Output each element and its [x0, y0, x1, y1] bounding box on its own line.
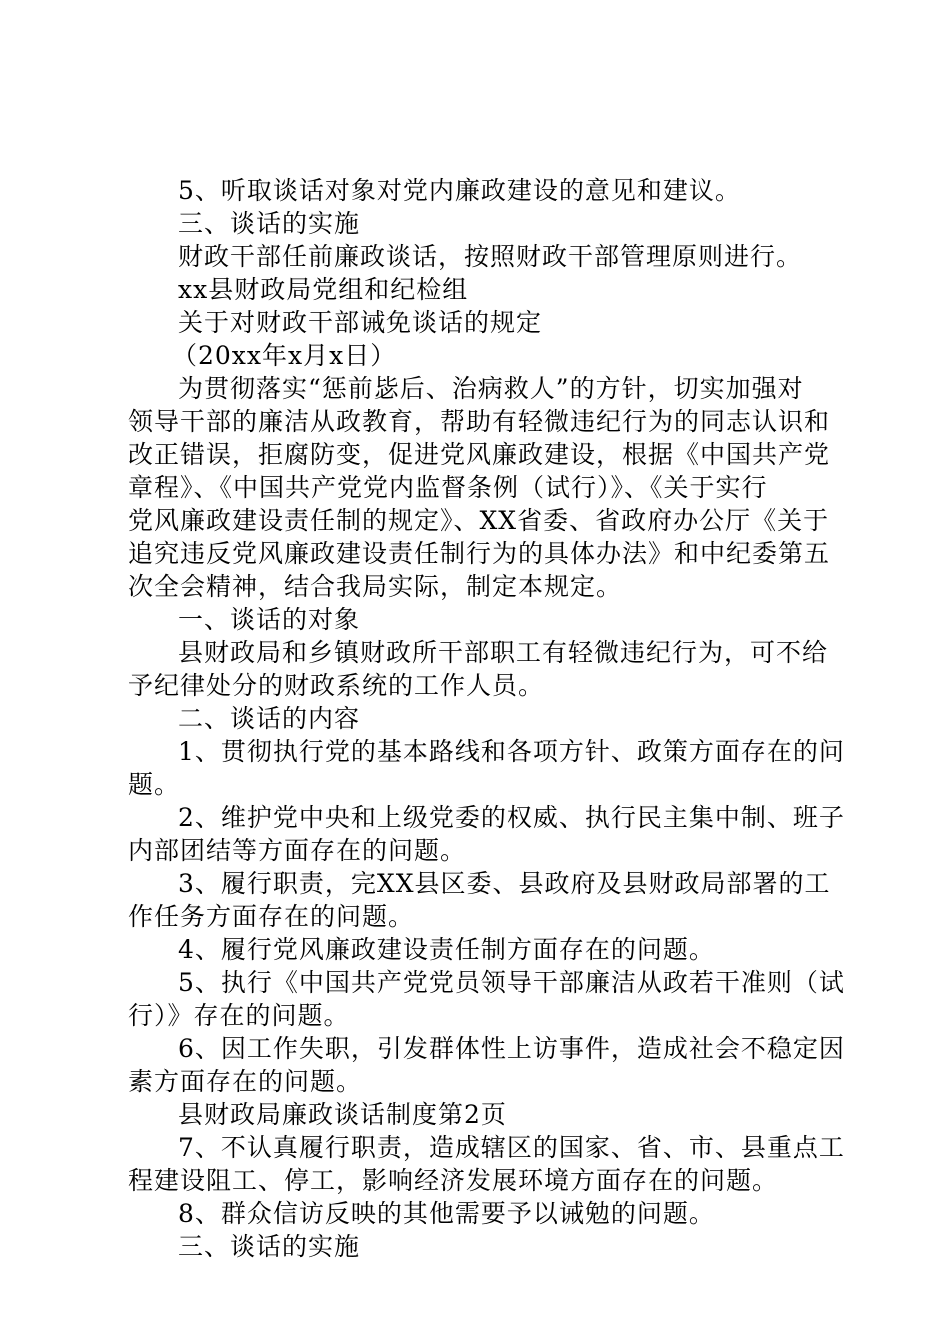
list-item: 内部团结等方面存在的问题。: [128, 836, 467, 865]
section-heading: 一、谈话的对象: [178, 605, 361, 634]
page-marker: 县财政局廉政谈话制度第2页: [178, 1100, 507, 1129]
list-item: 2、维护党中央和上级党委的权威、执行民主集中制、班子: [178, 803, 845, 832]
list-item: 6、因工作失职，引发群体性上访事件，造成社会不稳定因: [178, 1034, 845, 1063]
paragraph-line: 追究违反党风廉政建设责任制行为的具体办法》和中纪委第五: [128, 539, 831, 568]
section-heading: 三、谈话的实施: [178, 209, 361, 238]
paragraph-line: 5、听取谈话对象对党内廉政建设的意见和建议。: [178, 176, 741, 205]
paragraph-line: 改正错误，拒腐防变，促进党风廉政建设，根据《中国共产党: [128, 440, 831, 469]
list-item: 题。: [128, 770, 181, 799]
list-item: 作任务方面存在的问题。: [128, 902, 415, 931]
list-item: 1、贯彻执行党的基本路线和各项方针、政策方面存在的问: [178, 737, 845, 766]
paragraph-line: 领导干部的廉洁从政教育，帮助有轻微违纪行为的同志认识和: [128, 407, 831, 436]
paragraph-line: 予纪律处分的财政系统的工作人员。: [128, 671, 545, 700]
list-item: 素方面存在的问题。: [128, 1067, 363, 1096]
list-item: 8、群众信访反映的其他需要予以诫勉的问题。: [178, 1199, 715, 1228]
document-date: （20xx年x月x日）: [172, 341, 397, 370]
paragraph-line: 章程》、《中国共产党党内监督条例（试行）》、《关于实行: [128, 473, 768, 502]
paragraph-line: 党风廉政建设责任制的规定》、XX省委、省政府办公厅《关于: [128, 506, 830, 535]
issuer-line: xx县财政局党组和纪检组: [178, 275, 469, 304]
list-item: 行）》存在的问题。: [128, 1001, 350, 1030]
document-title: 关于对财政干部诫免谈话的规定: [178, 308, 543, 337]
list-item: 7、不认真履行职责，造成辖区的国家、省、市、县重点工: [178, 1133, 845, 1162]
paragraph-line: 财政干部任前廉政谈话，按照财政干部管理原则进行。: [178, 242, 803, 271]
section-heading: 三、谈话的实施: [178, 1232, 361, 1261]
section-heading: 二、谈话的内容: [178, 704, 361, 733]
list-item: 5、执行《中国共产党党员领导干部廉洁从政若干准则（试: [178, 968, 845, 997]
list-item: 3、履行职责，完XX县区委、县政府及县财政局部署的工: [178, 869, 831, 898]
list-item: 程建设阻工、停工，影响经济发展环境方面存在的问题。: [128, 1166, 779, 1195]
paragraph-line: 县财政局和乡镇财政所干部职工有轻微违纪行为，可不给: [178, 638, 829, 667]
paragraph-line: 次全会精神，结合我局实际，制定本规定。: [128, 572, 623, 601]
list-item: 4、履行党风廉政建设责任制方面存在的问题。: [178, 935, 715, 964]
paragraph-line: 为贯彻落实“惩前毖后、治病救人”的方针，切实加强对: [178, 374, 804, 403]
